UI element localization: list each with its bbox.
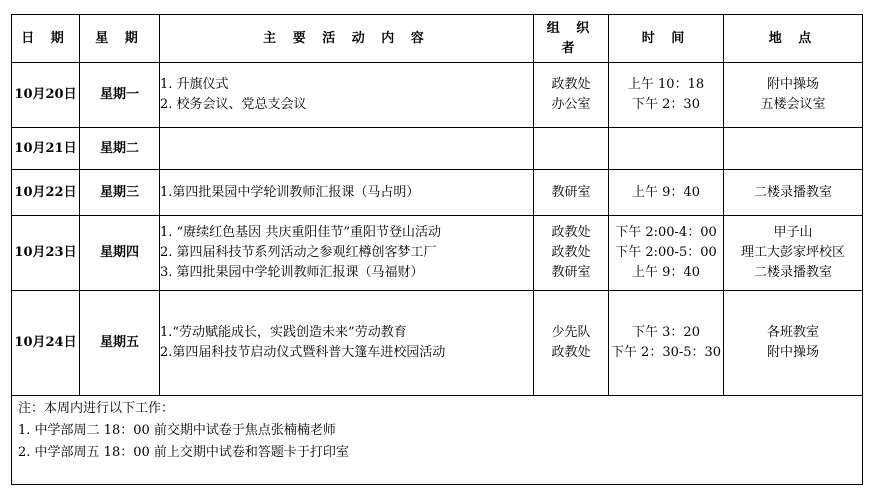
organizer-item: 办公室 <box>551 97 591 112</box>
weekday-cell: 星期三 <box>80 170 160 216</box>
activity-item: 2. 第四届科技节系列活动之参观红樽创客梦工厂 <box>160 245 437 260</box>
activity-item: 1. 升旗仪式 <box>160 77 229 92</box>
weekday-cell: 星期二 <box>80 128 160 170</box>
note-box <box>12 396 862 466</box>
activities-cell <box>160 216 534 291</box>
weekday-cell: 星期一 <box>80 63 160 128</box>
time-cell <box>609 291 724 396</box>
place-item: 二楼录播教室 <box>753 265 832 280</box>
place-item: 各班教室 <box>766 325 819 340</box>
date-cell: 10月22日 <box>12 170 80 216</box>
time-cell <box>609 170 724 216</box>
time-cell <box>609 216 724 291</box>
activity-item: 1.第四批果园中学轮训教师汇报课（马占明） <box>160 184 420 200</box>
organizer-item: 教研室 <box>551 265 591 280</box>
place-item: 附中操场 <box>766 345 819 360</box>
time-item: 上午 9：40 <box>632 184 700 200</box>
weekday-cell: 星期四 <box>80 216 160 291</box>
organizer-item: 政教处 <box>551 345 591 360</box>
date-cell: 10月21日 <box>12 128 80 170</box>
table-row <box>12 170 863 216</box>
organizer-cell <box>534 128 609 170</box>
note-item: 2. 中学部周五 18：00 前上交期中试卷和答题卡于打印室 <box>18 445 349 460</box>
schedule-table <box>11 14 863 485</box>
date-cell: 10月23日 <box>12 216 80 291</box>
date-cell: 10月20日 <box>12 63 80 128</box>
place-cell <box>724 63 863 128</box>
place-item: 附中操场 <box>766 77 819 92</box>
activities-cell <box>160 170 534 216</box>
time-item: 下午 3：20 <box>632 325 700 340</box>
organizer-item: 政教处 <box>551 245 591 260</box>
header-activities: 主 要 活 动 内 容 <box>160 15 534 63</box>
place-item: 甲子山 <box>773 225 813 240</box>
organizer-cell <box>534 291 609 396</box>
note-title: 注：本周内进行以下工作： <box>18 401 175 416</box>
place-cell <box>724 128 863 170</box>
time-item: 下午 2:00-4：00 <box>615 225 717 240</box>
time-cell <box>609 63 724 128</box>
place-item: 五楼会议室 <box>760 97 826 112</box>
activities-cell <box>160 291 534 396</box>
place-cell <box>724 170 863 216</box>
activities-cell <box>160 63 534 128</box>
place-item: 二楼录播教室 <box>753 184 832 200</box>
time-item: 下午 2：30-5：30 <box>610 345 722 360</box>
time-item: 下午 2：30 <box>632 97 700 112</box>
table-row <box>12 63 863 128</box>
header-weekday: 星 期 <box>80 15 160 63</box>
time-item: 上午 9：40 <box>632 265 700 280</box>
activity-item: 2. 校务会议、党总支会议 <box>160 97 307 112</box>
organizer-item: 政教处 <box>551 77 591 92</box>
note-item: 1. 中学部周二 18：00 前交期中试卷于焦点张楠楠老师 <box>18 423 336 438</box>
note-cell <box>12 396 863 485</box>
header-date: 日 期 <box>12 15 80 63</box>
place-item: 理工大彭家坪校区 <box>740 245 845 260</box>
activity-item: 2.第四届科技节启动仪式暨科普大篷车进校园活动 <box>160 345 446 360</box>
activity-item: 1. “赓续红色基因 共庆重阳佳节”重阳节登山活动 <box>160 225 441 240</box>
organizer-item: 政教处 <box>551 225 591 240</box>
organizer-item: 教研室 <box>551 184 591 200</box>
table-row <box>12 291 863 396</box>
table-row <box>12 216 863 291</box>
activity-item: 3. 第四批果园中学轮训教师汇报课（马福财） <box>160 265 424 280</box>
note-row <box>12 396 863 485</box>
organizer-cell <box>534 170 609 216</box>
organizer-item: 少先队 <box>551 325 591 340</box>
organizer-cell <box>534 216 609 291</box>
time-item: 下午 2:00-5：00 <box>615 245 717 260</box>
header-place: 地 点 <box>724 15 863 63</box>
header-organizer: 组 织 者 <box>534 15 609 63</box>
weekday-cell: 星期五 <box>80 291 160 396</box>
place-cell <box>724 216 863 291</box>
activity-item: 1.“劳动赋能成长，实践创造未来”劳动教育 <box>160 325 407 340</box>
header-row <box>12 15 863 63</box>
header-time: 时 间 <box>609 15 724 63</box>
time-cell <box>609 128 724 170</box>
activities-cell <box>160 128 534 170</box>
time-item: 上午 10：18 <box>627 77 705 92</box>
table-row <box>12 128 863 170</box>
place-cell <box>724 291 863 396</box>
organizer-cell <box>534 63 609 128</box>
date-cell: 10月24日 <box>12 291 80 396</box>
